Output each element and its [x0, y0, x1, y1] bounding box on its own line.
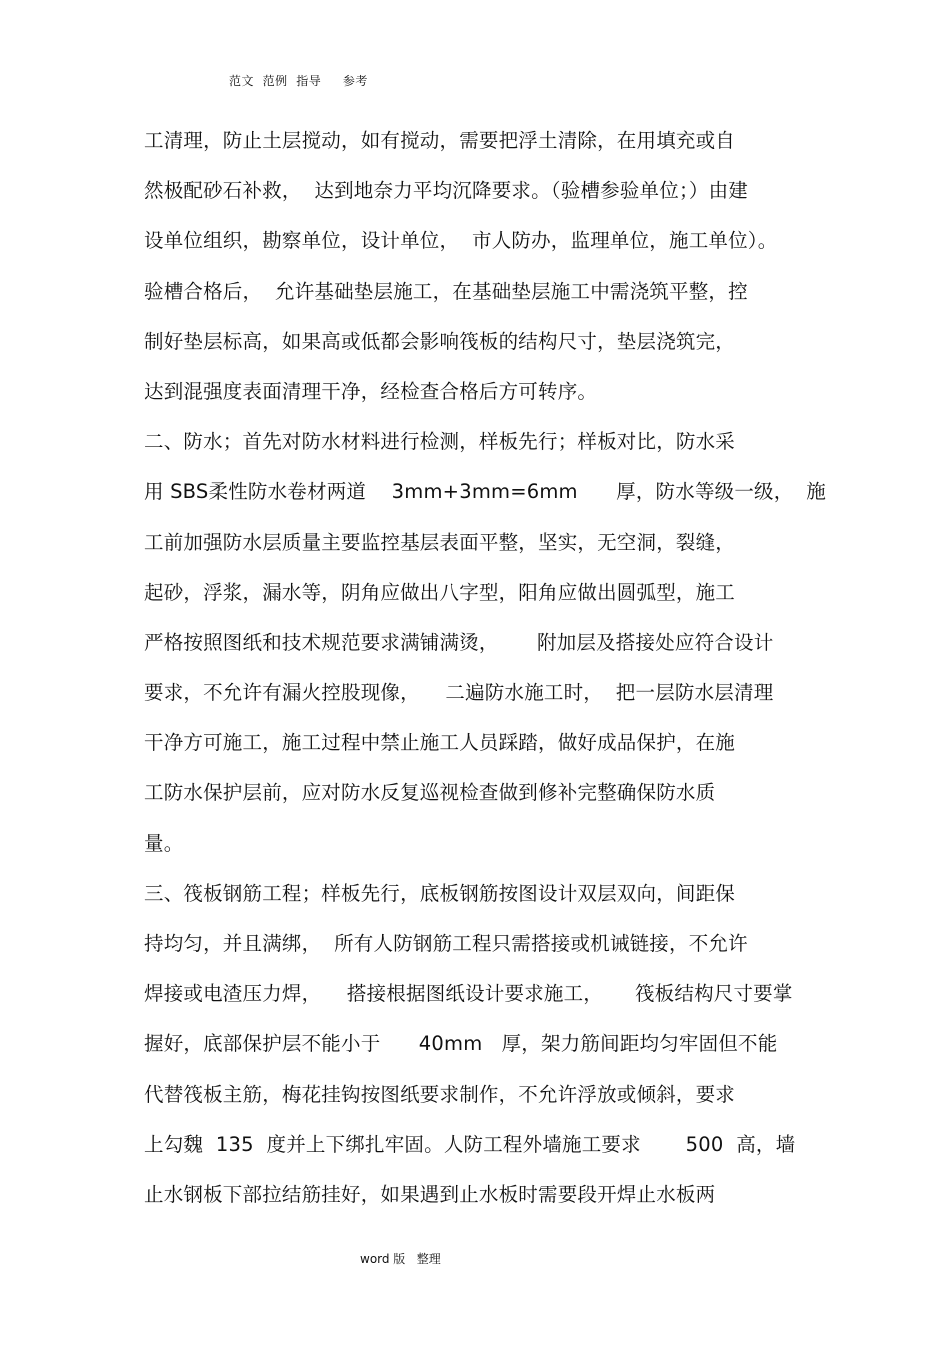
- text-line: 工防水保护层前，应对防水反复巡视检查做到修补完整确保防水质: [144, 781, 716, 805]
- document-body: [144, 125, 844, 1229]
- text-line: 止水钢板下部拉结筋挂好，如果遇到止水板时需要段开焊止水板两: [144, 1182, 716, 1206]
- text-line: 起砂，浮浆，漏水等，阴角应做出八字型，阳角应做出圆弧型，施工: [144, 580, 736, 604]
- text-line: 握好，底部保护层不能小于 40mm 厚，架力筋间距均匀牢固但不能: [144, 1032, 778, 1056]
- page-footer: word 版 整理: [360, 1252, 441, 1266]
- text-line: 然极配砂石补救， 达到地奈力平均沉降要求。（验槽参验单位；）由建: [144, 179, 748, 203]
- text-line: 二、防水；首先对防水材料进行检测，样板先行；样板对比，防水采: [144, 430, 736, 454]
- text-line: 干净方可施工，施工过程中禁止施工人员踩踏，做好成品保护，在施: [144, 731, 736, 755]
- text-line: 焊接或电渣压力焊， 搭接根据图纸设计要求施工， 筏板结构尺寸要掌: [144, 982, 793, 1006]
- text-line: 要求，不允许有漏火控股现像， 二遍防水施工时， 把一层防水层清理: [144, 681, 774, 705]
- text-line: 验槽合格后， 允许基础垫层施工，在基础垫层施工中需浇筑平整，控: [144, 279, 748, 303]
- text-line: 达到混强度表面清理干净，经检查合格后方可转序。: [144, 379, 598, 403]
- text-line: 量。: [144, 831, 184, 855]
- text-line: 三、筏板钢筋工程；样板先行，底板钢筋按图设计双层双向，间距保: [144, 881, 736, 905]
- text-line: 严格按照图纸和技术规范要求满铺满烫， 附加层及搭接处应符合设计: [144, 630, 774, 654]
- text-line: 设单位组织，勘察单位，设计单位， 市人防办，监理单位，施工单位）。: [144, 229, 778, 253]
- text-line: 工清理，防止土层搅动，如有搅动，需要把浮土清除，在用填充或自: [144, 129, 736, 152]
- text-line: 工前加强防水层质量主要监控基层表面平整，坚实，无空洞，裂缝，: [144, 530, 736, 554]
- text-line: 用 SBS柔性防水卷材两道 3mm+3mm=6mm 厚，防水等级一级， 施: [144, 480, 826, 504]
- page-header: 范文 范例 指导 参考: [229, 74, 368, 88]
- text-line: 上勾魏 135 度并上下绑扎牢固。人防工程外墙施工要求 500 高，墙: [144, 1132, 796, 1156]
- text-line: 持均匀，并且满绑， 所有人防钢筋工程只需搭接或机诫链接，不允许: [144, 932, 748, 955]
- text-line: 制好垫层标高，如果高或低都会影响筏板的结构尺寸，垫层浇筑完，: [144, 329, 736, 353]
- text-line: 代替筏板主筋，梅花挂钩按图纸要求制作，不允许浮放或倾斜，要求: [144, 1082, 736, 1106]
